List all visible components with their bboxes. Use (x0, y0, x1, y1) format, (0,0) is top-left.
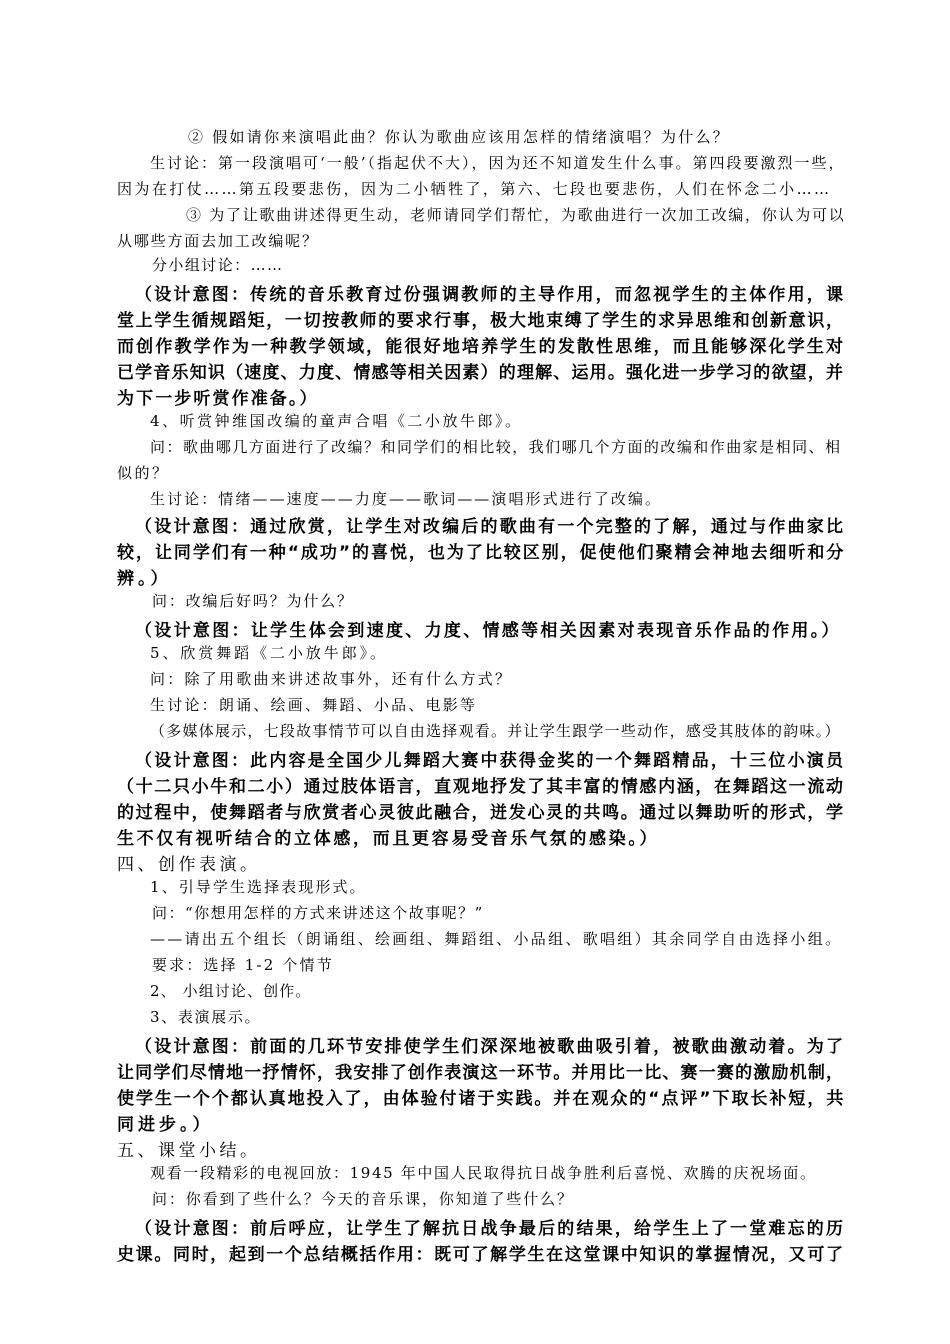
body-line: ——请出五个组长（朗诵组、绘画组、舞蹈组、小品组、歌唱组）其余同学自由选择小组。 (150, 930, 843, 948)
design-intent-line: 为下一步听赏作准备。） (117, 389, 319, 409)
design-intent-line: 已学音乐知识（速度、力度、情感等相关因素）的理解、运用。强化进一步学习的欲望，并 (117, 363, 845, 383)
question-line: 似的？ (117, 464, 170, 482)
step-heading: 3、表演展示。 (150, 1008, 262, 1026)
requirement-line: 要求：选择 1-2 个情节 (152, 956, 334, 974)
question-line: 问：歌曲哪几方面进行了改编？和同学们的相比较，我们哪几个方面的改编和作曲家是相同、相 (150, 438, 842, 456)
design-intent-line: 而创作教学作为一种教学领域，能很好地培养学生的发散性思维，而且能够深化学生对 (117, 337, 846, 357)
design-intent-line: 的过程中，使舞蹈者与欣赏者心灵彼此融合，迸发心灵的共鸣。通过以舞助听的形式，学 (117, 803, 845, 823)
design-intent-line: 生不仅有视听结合的立体感，而且更容易受音乐气氛的感染。） (117, 829, 660, 849)
design-intent-line: 同进步。） (117, 1115, 214, 1135)
step-heading: 5、欣赏舞蹈《二小放牛郎》。 (150, 644, 388, 662)
design-intent-line: （设计意图：前后呼应，让学生了解抗日战争最后的结果，给学生上了一堂难忘的历 (135, 1219, 846, 1239)
design-intent-line: （十二只小牛和二小）通过肢体语言，直观地抒发了其丰富的情感内涵，在舞蹈这一流动 (117, 777, 845, 797)
design-intent-line: （设计意图：让学生体会到速度、力度、情感等相关因素对表现音乐作品的作用。） (135, 621, 841, 641)
design-intent-line: 史课。同时，起到一个总结概括作用：既可了解学生在这堂课中知识的掌握情况，又可了 (117, 1245, 845, 1265)
discussion-line: 生讨论：情绪——速度——力度——歌词——演唱形式进行了改编。 (150, 490, 663, 508)
design-intent-line: 较，让同学们有一种“成功”的喜悦，也为了比较区别，促使他们聚精会神地去细听和分 (117, 543, 846, 563)
step-heading: 2、 小组讨论、创作。 (150, 982, 312, 1000)
question-line: 问：“你想用怎样的方式来讲述这个故事呢？” (152, 904, 484, 922)
question-line: 问：改编后好吗？为什么？ (152, 592, 354, 610)
question-line: 从哪些方面去加工改编呢？ (117, 232, 319, 250)
design-intent-line: （设计意图：此内容是全国少儿舞蹈大赛中获得金奖的一个舞蹈精品，十三位小演员 (135, 751, 846, 771)
design-intent-line: 使学生一个个都认真地投入了，由体验付诸于实践。并在观众的“点评”下取长补短，共 (117, 1089, 846, 1109)
body-line: 观看一段精彩的电视回放：1945 年中国人民取得抗日战争胜利后喜悦、欢腾的庆祝场面。 (150, 1164, 817, 1182)
question-line: ③ 为了让歌曲讲述得更生动，老师请同学们帮忙，为歌曲进行一次加工改编，你认为可以 (186, 206, 846, 224)
design-intent-line: （设计意图：通过欣赏，让学生对改编后的歌曲有一个完整的了解，通过与作曲家比 (135, 517, 846, 537)
design-intent-line: 堂上学生循规蹈矩，一切按教师的要求行事，极大地束缚了学生的求异思维和创新意识， (117, 311, 845, 331)
discussion-line: 生讨论：第一段演唱可‘一般’（指起伏不大），因为还不知道发生什么事。第四段要激烈一些， (150, 154, 846, 172)
design-intent-line: （设计意图：前面的几环节安排使学生们深深地被歌曲吸引着，被歌曲激动着。为了 (135, 1037, 846, 1057)
section-heading: 四、创作表演。 (117, 855, 261, 875)
note-line: （多媒体展示，七段故事情节可以自由选择观看。并让学生跟学一些动作，感受其肢体的韵味。） (150, 722, 841, 740)
design-intent-line: 辨。） (117, 569, 172, 589)
body-line: 分小组讨论：…… (152, 256, 284, 274)
question-line: 问：除了用歌曲来讲述故事外，还有什么方式？ (150, 670, 513, 688)
question-line: 问：你看到了些什么？今天的音乐课，你知道了些什么？ (152, 1190, 574, 1208)
step-heading: 4、听赏钟维国改编的童声合唱《二小放牛郎》。 (150, 412, 523, 430)
discussion-line: 生讨论：朗诵、绘画、舞蹈、小品、电影等 (150, 696, 478, 714)
discussion-line: 因为在打仗……第五段要悲伤，因为二小牺牲了，第六、七段也要悲伤，人们在怀念二小…… (117, 180, 832, 198)
design-intent-line: （设计意图：传统的音乐教育过份强调教师的主导作用，而忽视学生的主体作用，课 (135, 285, 846, 305)
design-intent-line: 让同学们尽情地一抒情怀，我安排了创作表演这一环节。并用比一比、赛一赛的激励机制， (117, 1063, 845, 1083)
section-heading: 五、课堂小结。 (117, 1141, 261, 1161)
question-line: ② 假如请你来演唱此曲？你认为歌曲应该用怎样的情绪演唱？为什么？ (188, 128, 731, 146)
step-heading: 1、引导学生选择表现形式。 (150, 878, 367, 896)
